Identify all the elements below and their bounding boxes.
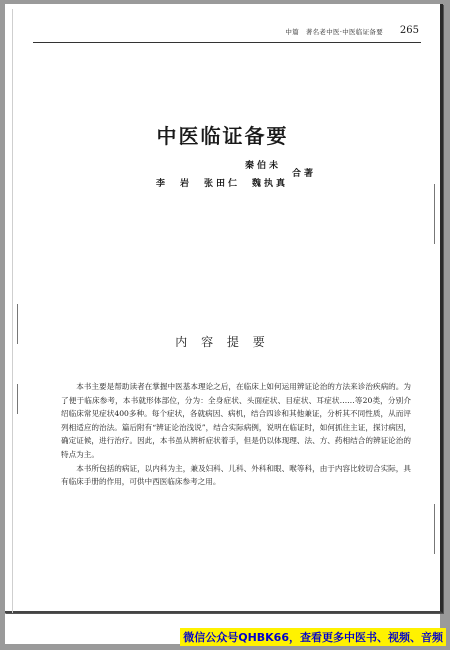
document-page [5, 4, 443, 613]
summary-body [61, 380, 411, 489]
watermark-banner: 微信公众号QHBK66，查看更多中医书、视频、音频 [180, 628, 446, 646]
author-name: 秦伯未 [245, 161, 282, 171]
page-number: 265 [399, 25, 419, 36]
author-names: 李 岩 张田仁 魏执真 [156, 179, 289, 189]
summary-heading: 内 容 提 要 [175, 335, 270, 349]
scan-edge-line [12, 9, 13, 613]
scan-margin-mark [434, 184, 435, 244]
running-header [33, 26, 421, 43]
running-title: 中篇 著名老中医·中医临证备要 [285, 28, 383, 36]
scan-margin-mark [434, 504, 435, 554]
book-title: 中医临证备要 [156, 124, 289, 148]
author-role: 合著 [292, 169, 317, 179]
scan-margin-mark [17, 384, 18, 414]
summary-paragraph: 本书所包括的病证，以内科为主，兼及妇科、儿科、外科和眼、喉等科，由于内容比较切合实际，具有临床手册的作用，可供中西医临床参考之用。 [61, 463, 411, 487]
summary-paragraph: 本书主要是帮助读者在掌握中医基本理论之后，在临床上如何运用辨证论治的方法来诊治疾病的。为了便于临床参考，本书就形体部位，分为：全身症状、头面症状、目症状、耳症状……等20类，分别介绍临床常见症状400多种。每个症状，各就病因、病机，结合四诊和其他兼证，分析其不同性质，从而评列相适应的治法。篇后附有“辨证论治浅说”，结合实际病例，说明在临证时，如何抓住主证，探讨病因，确定证候，进行治疗。因此，本书虽从辨析症状着手，但是仍以体现理、法、方、药相结合的辨证论治的特点为主。 [61, 382, 411, 459]
